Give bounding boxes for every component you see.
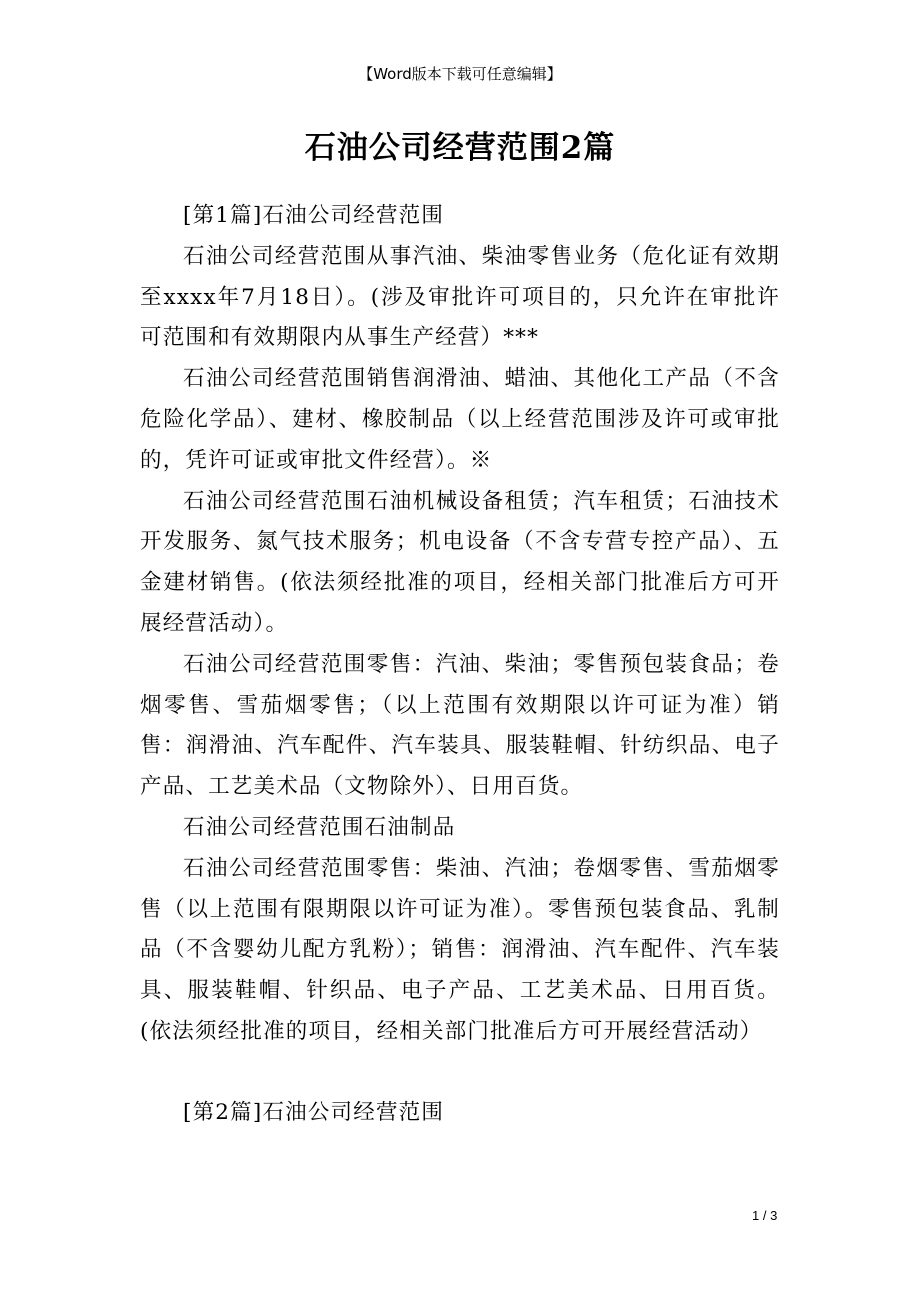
document-body	[140, 196, 780, 1134]
section-spacer	[140, 1053, 780, 1093]
paragraph: 石油公司经营范围零售：汽油、柴油；零售预包装食品；卷烟零售、雪茄烟零售；（以上范围有效期限以许可证为准）销售：润滑油、汽车配件、汽车装具、服装鞋帽、针纺织品、电子产品、工艺美术品（文物除外）、日用百货。	[140, 651, 780, 800]
paragraph: 石油公司经营范围零售：柴油、汽油；卷烟零售、雪茄烟零售（以上范围有限期限以许可证为准）。零售预包装食品、乳制品（不含婴幼儿配方乳粉）；销售：润滑油、汽车配件、汽车装具、服装鞋帽、针织品、电子产品、工艺美术品、日用百货。(依法须经批准的项目，经相关部门批准后方可开展经营活动）	[140, 855, 780, 1044]
paragraph: 石油公司经营范围从事汽油、柴油零售业务（危化证有效期至xxxx年7月18日）。(涉及审批许可项目的，只允许在审批许可范围和有效期限内从事生产经营）***	[140, 243, 780, 351]
paragraph: 石油公司经营范围石油机械设备租赁；汽车租赁；石油技术开发服务、氮气技术服务；机电设备（不含专营专控产品）、五金建材销售。(依法须经批准的项目，经相关部门批准后方可开展经营活动）。	[140, 488, 780, 636]
header-note: 【Word版本下载可任意编辑】	[358, 65, 562, 83]
paragraph: 石油公司经营范围石油制品	[183, 814, 456, 840]
section-1-heading: [第1篇]石油公司经营范围	[183, 203, 445, 228]
document-title: 石油公司经营范围2篇	[304, 130, 616, 166]
section-2-heading: [第2篇]石油公司经营范围	[183, 1099, 445, 1125]
page-number: 1 / 3	[752, 1208, 778, 1223]
paragraph: 石油公司经营范围销售润滑油、蜡油、其他化工产品（不含危险化学品）、建材、橡胶制品（以上经营范围涉及许可或审批的，凭许可证或审批文件经营）。※	[140, 366, 780, 473]
